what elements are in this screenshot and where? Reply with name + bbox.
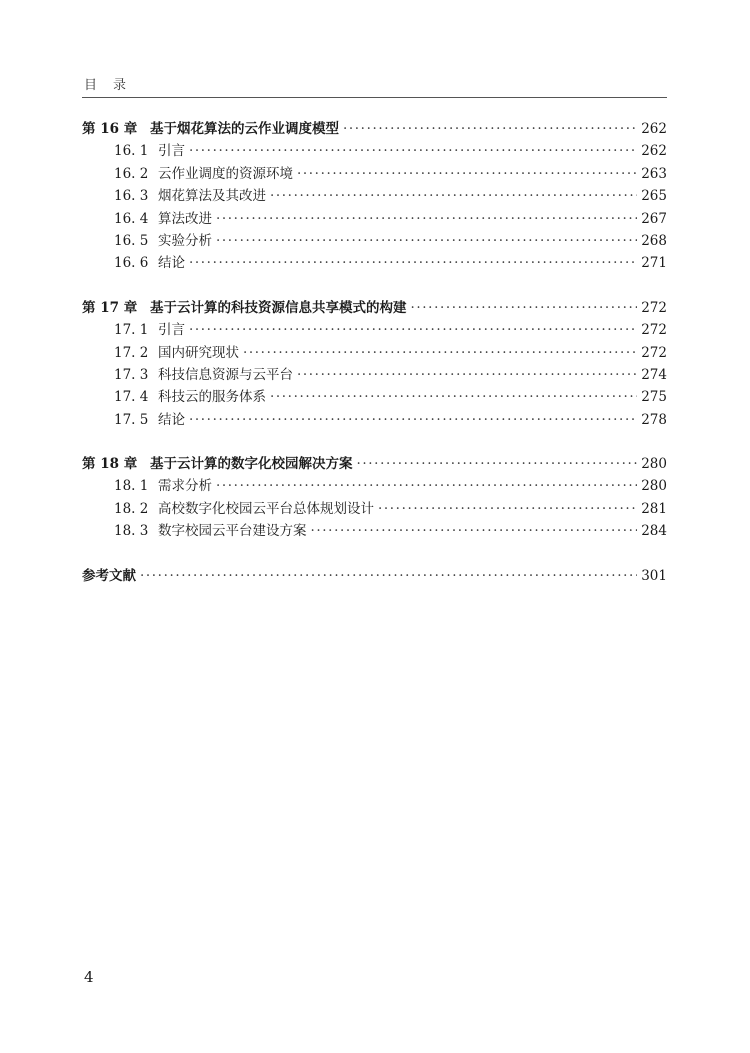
references-title: 参考文献	[82, 567, 136, 584]
page-number: 284	[641, 523, 667, 540]
chapter-title: 基于云计算的数字化校园解决方案	[150, 456, 353, 473]
section-title: 实验分析	[158, 232, 212, 249]
toc-section[interactable]	[82, 163, 667, 185]
page-number: 275	[641, 389, 667, 406]
chapter-title: 基于烟花算法的云作业调度模型	[150, 121, 339, 137]
section-title: 国内研究现状	[158, 344, 239, 361]
dot-leader	[189, 319, 637, 341]
page-number: 262	[641, 143, 667, 160]
toc-section[interactable]	[82, 498, 667, 520]
dot-leader	[297, 364, 637, 386]
page-number: 301	[641, 567, 667, 584]
chapter-title: 基于云计算的科技资源信息共享模式的构建	[150, 299, 407, 316]
toc-section[interactable]	[82, 252, 667, 274]
section-number: 18. 1	[114, 478, 149, 495]
toc-chapter-17[interactable]	[82, 297, 667, 319]
section-title: 科技云的服务体系	[158, 389, 266, 406]
chapter-spacer	[82, 543, 667, 565]
page-number: 278	[641, 411, 667, 428]
toc-section[interactable]	[82, 208, 667, 230]
section-number: 17. 4	[114, 389, 149, 406]
toc-section[interactable]	[82, 230, 667, 252]
chapter-number: 第 18 章	[82, 456, 138, 473]
dot-leader	[216, 208, 637, 230]
chapter-spacer	[82, 275, 667, 297]
dot-leader	[378, 498, 637, 520]
section-number: 17. 3	[114, 366, 149, 383]
section-title: 结论	[158, 411, 185, 428]
toc-section[interactable]	[82, 185, 667, 207]
toc-chapter-18[interactable]	[82, 453, 667, 475]
toc-section[interactable]	[82, 520, 667, 542]
section-number: 16. 1	[114, 143, 149, 160]
toc-references[interactable]	[82, 565, 667, 587]
dot-leader	[297, 163, 637, 185]
section-number: 16. 5	[114, 232, 149, 249]
toc-section[interactable]	[82, 475, 667, 497]
section-number: 16. 2	[114, 165, 149, 182]
section-number: 18. 2	[114, 500, 149, 517]
section-title: 算法改进	[158, 210, 212, 227]
page-number: 265	[641, 188, 667, 205]
section-title: 结论	[158, 255, 185, 272]
section-title: 引言	[158, 143, 185, 160]
dot-leader	[140, 565, 637, 587]
section-number: 16. 4	[114, 210, 149, 227]
dot-leader	[311, 520, 638, 542]
section-number: 18. 3	[114, 523, 149, 540]
running-head-title: 目录	[84, 78, 143, 93]
page-number: 272	[641, 344, 667, 361]
chapter-spacer	[82, 431, 667, 453]
dot-leader	[411, 297, 638, 319]
page-folio: 4	[84, 968, 94, 986]
section-title: 高校数字化校园云平台总体规划设计	[158, 500, 374, 517]
toc-section[interactable]	[82, 386, 667, 408]
dot-leader	[189, 409, 637, 431]
dot-leader	[270, 386, 637, 408]
toc-section[interactable]	[82, 409, 667, 431]
toc-section[interactable]	[82, 364, 667, 386]
page-number: 263	[641, 165, 667, 182]
section-number: 16. 6	[114, 255, 149, 272]
dot-leader	[357, 453, 638, 475]
page-number: 281	[641, 500, 667, 517]
page-number: 274	[641, 366, 667, 383]
section-title: 云作业调度的资源环境	[158, 165, 293, 182]
dot-leader	[343, 118, 637, 140]
chapter-number: 第 17 章	[82, 299, 138, 316]
section-title: 引言	[158, 322, 185, 339]
section-title: 需求分析	[158, 478, 212, 495]
section-number: 17. 2	[114, 344, 149, 361]
dot-leader	[189, 140, 637, 162]
toc-section[interactable]	[82, 342, 667, 364]
toc-section[interactable]	[82, 319, 667, 341]
page-number: 280	[641, 478, 667, 495]
section-title: 数字校园云平台建设方案	[158, 523, 307, 540]
section-title: 科技信息资源与云平台	[158, 366, 293, 383]
section-title: 烟花算法及其改进	[158, 188, 266, 205]
page-number: 272	[641, 299, 667, 316]
section-number: 17. 1	[114, 322, 149, 339]
dot-leader	[216, 230, 637, 252]
table-of-contents	[82, 118, 667, 587]
section-number: 16. 3	[114, 188, 149, 205]
chapter-number: 第 16 章	[82, 121, 138, 137]
page-number: 271	[641, 255, 667, 272]
dot-leader	[216, 475, 637, 497]
dot-leader	[243, 342, 637, 364]
section-number: 17. 5	[114, 411, 149, 428]
dot-leader	[270, 185, 637, 207]
page-number: 262	[641, 121, 667, 137]
toc-section[interactable]	[82, 140, 667, 162]
toc-chapter-16[interactable]	[82, 118, 667, 140]
page-number: 268	[641, 232, 667, 249]
header-rule	[82, 97, 667, 98]
dot-leader	[189, 252, 637, 274]
page-number: 280	[641, 456, 667, 473]
page-number: 267	[641, 210, 667, 227]
page-number: 272	[641, 322, 667, 339]
